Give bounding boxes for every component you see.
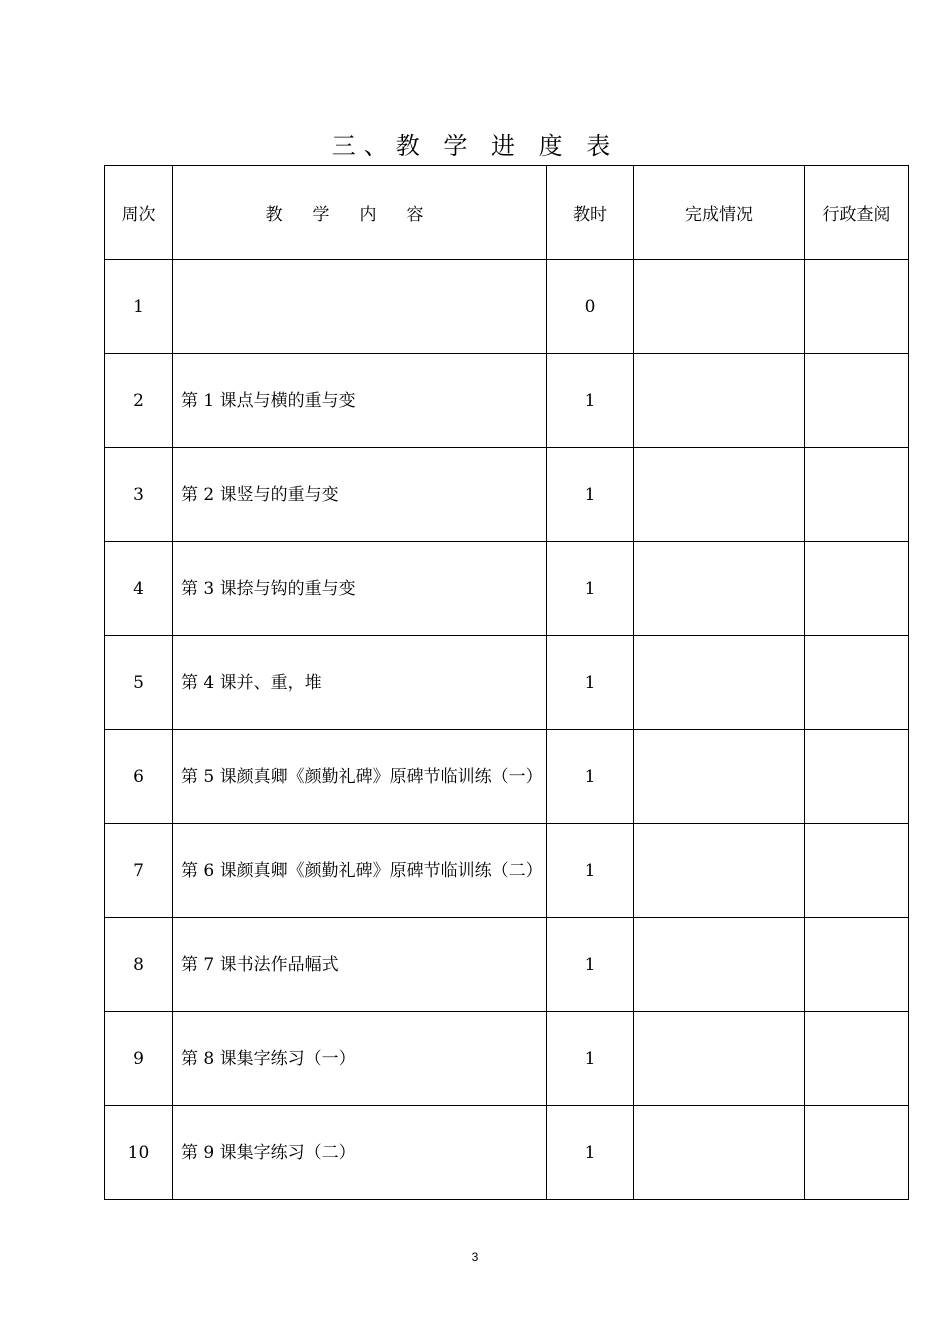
completion-cell xyxy=(634,354,805,448)
completion-cell xyxy=(634,1012,805,1106)
header-content: 教学内容 xyxy=(173,166,547,260)
hours-cell: 1 xyxy=(547,448,634,542)
week-cell: 2 xyxy=(105,354,173,448)
table-row xyxy=(105,354,909,448)
table-row xyxy=(105,1012,909,1106)
content-cell: 第 1 课点与横的重与变 xyxy=(173,354,547,448)
header-completion: 完成情况 xyxy=(634,166,805,260)
week-cell: 5 xyxy=(105,636,173,730)
schedule-table xyxy=(104,165,909,1200)
hours-cell: 1 xyxy=(547,1012,634,1106)
table-row xyxy=(105,730,909,824)
week-cell: 1 xyxy=(105,260,173,354)
week-cell: 4 xyxy=(105,542,173,636)
review-cell xyxy=(805,542,909,636)
content-cell: 第 6 课颜真卿《颜勤礼碑》原碑节临训练（二） xyxy=(173,824,547,918)
content-cell: 第 9 课集字练习（二） xyxy=(173,1106,547,1200)
content-cell: 第 8 课集字练习（一） xyxy=(173,1012,547,1106)
review-cell xyxy=(805,918,909,1012)
completion-cell xyxy=(634,1106,805,1200)
hours-cell: 1 xyxy=(547,730,634,824)
table-row xyxy=(105,636,909,730)
review-cell xyxy=(805,260,909,354)
completion-cell xyxy=(634,260,805,354)
completion-cell xyxy=(634,730,805,824)
week-cell: 9 xyxy=(105,1012,173,1106)
table-row xyxy=(105,824,909,918)
completion-cell xyxy=(634,918,805,1012)
table-row xyxy=(105,542,909,636)
page-title: 三、教 学 进 度 表 xyxy=(331,132,619,160)
completion-cell xyxy=(634,636,805,730)
hours-cell: 1 xyxy=(547,636,634,730)
content-cell: 第 2 课竖与的重与变 xyxy=(173,448,547,542)
completion-cell xyxy=(634,824,805,918)
table-row xyxy=(105,918,909,1012)
completion-cell xyxy=(634,448,805,542)
week-cell: 6 xyxy=(105,730,173,824)
week-cell: 10 xyxy=(105,1106,173,1200)
review-cell xyxy=(805,730,909,824)
content-cell: 第 3 课捺与钩的重与变 xyxy=(173,542,547,636)
review-cell xyxy=(805,824,909,918)
page-number: 3 xyxy=(471,1250,479,1264)
completion-cell xyxy=(634,542,805,636)
hours-cell: 1 xyxy=(547,918,634,1012)
hours-cell: 0 xyxy=(547,260,634,354)
review-cell xyxy=(805,636,909,730)
header-hours: 教时 xyxy=(547,166,634,260)
table-header-row xyxy=(105,166,909,260)
review-cell xyxy=(805,448,909,542)
review-cell xyxy=(805,354,909,448)
week-cell: 8 xyxy=(105,918,173,1012)
review-cell xyxy=(805,1106,909,1200)
week-cell: 7 xyxy=(105,824,173,918)
content-cell: 第 4 课并、重，堆 xyxy=(173,636,547,730)
hours-cell: 1 xyxy=(547,824,634,918)
content-cell: 第 7 课书法作品幅式 xyxy=(173,918,547,1012)
header-review: 行政查阅 xyxy=(805,166,909,260)
table-row xyxy=(105,260,909,354)
table-row xyxy=(105,1106,909,1200)
header-week: 周次 xyxy=(105,166,173,260)
table-row xyxy=(105,448,909,542)
review-cell xyxy=(805,1012,909,1106)
content-cell: 第 5 课颜真卿《颜勤礼碑》原碑节临训练（一） xyxy=(173,730,547,824)
week-cell: 3 xyxy=(105,448,173,542)
hours-cell: 1 xyxy=(547,542,634,636)
content-cell xyxy=(173,260,547,354)
hours-cell: 1 xyxy=(547,354,634,448)
hours-cell: 1 xyxy=(547,1106,634,1200)
